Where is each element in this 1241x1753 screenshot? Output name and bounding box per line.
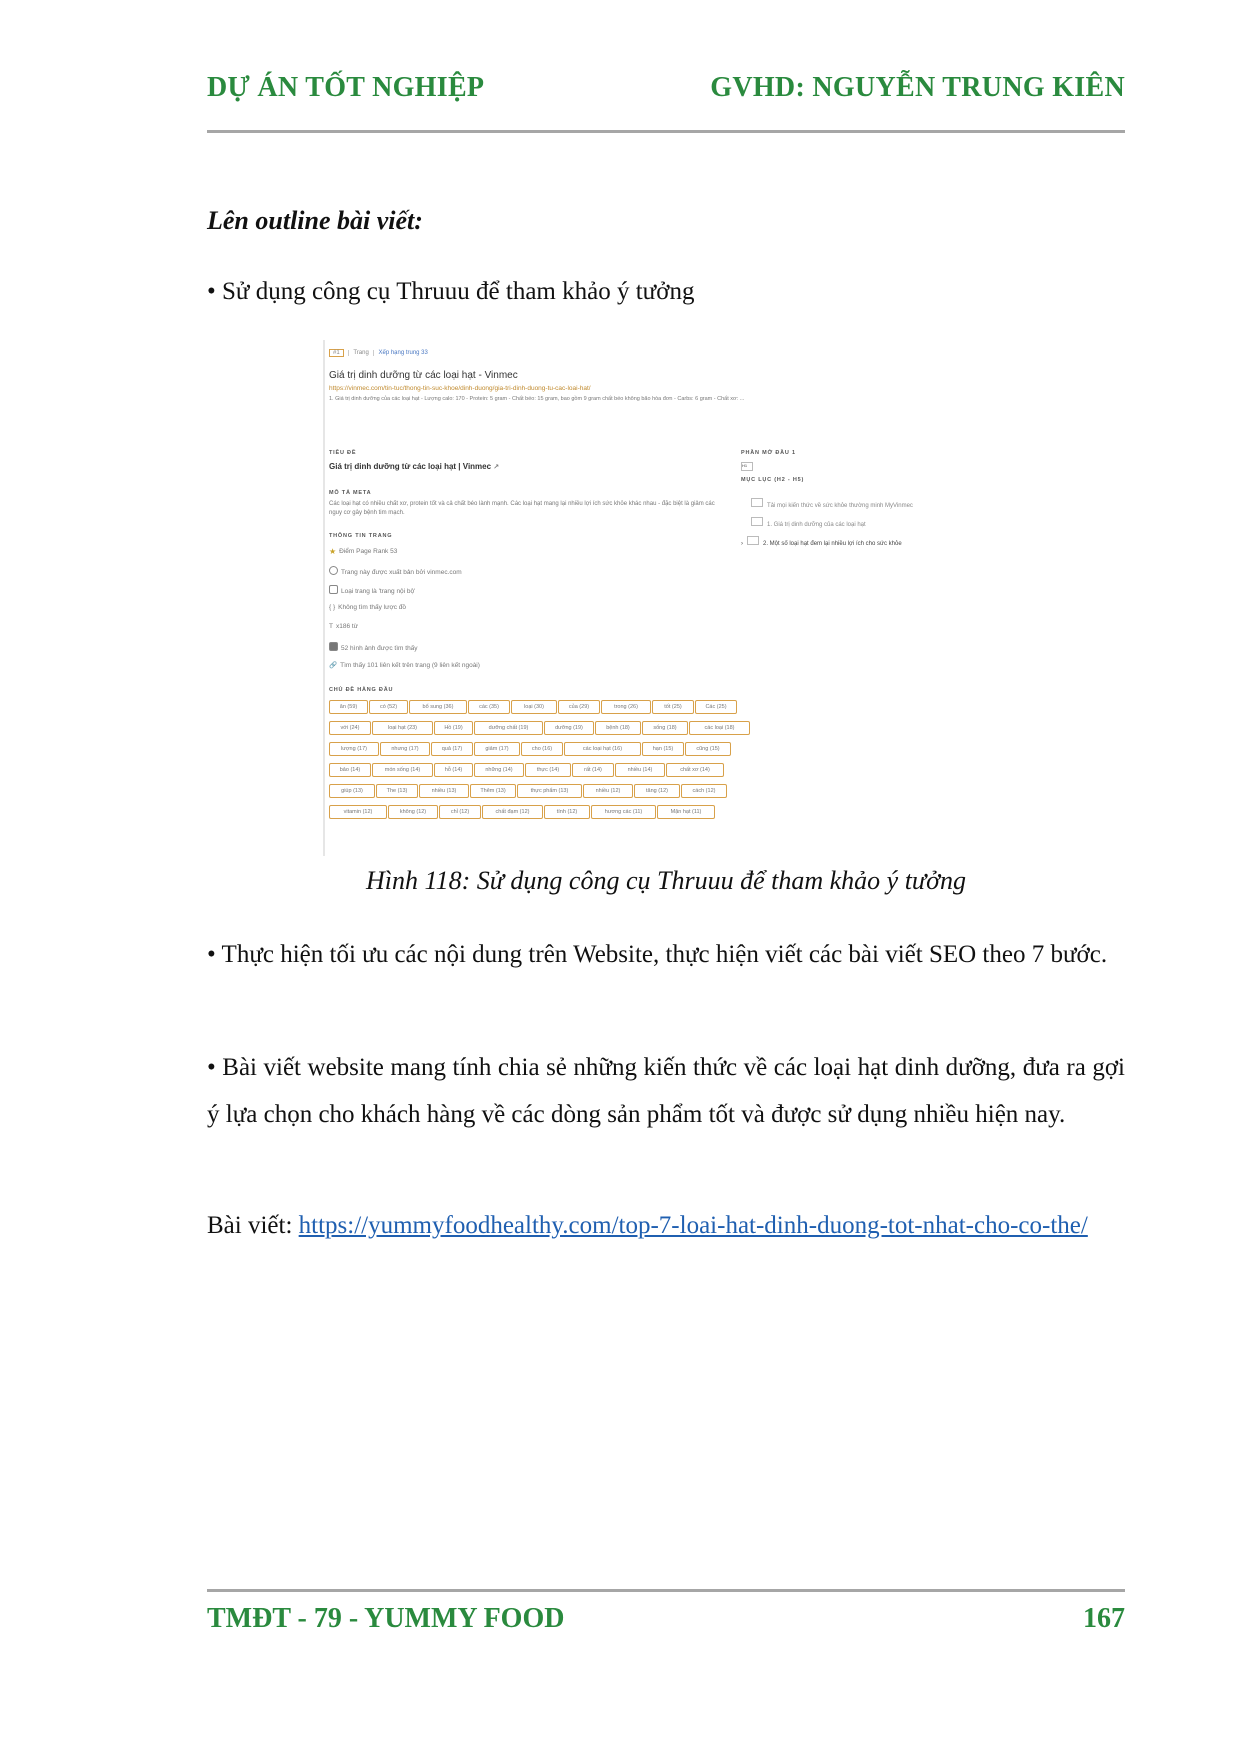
topic-chip[interactable]: không (12)	[388, 805, 438, 819]
topic-chip[interactable]: cách (12)	[681, 784, 727, 798]
thruuu-screenshot	[323, 340, 913, 856]
info-words-text: x186 từ	[335, 623, 359, 630]
topic-chip[interactable]: những (14)	[474, 763, 524, 777]
title-value-text: Giá trị dinh dưỡng từ các loại hạt | Vinmec	[329, 462, 492, 471]
meta-value: Các loại hạt có nhiều chất xơ, protein tốt và cả chất béo lành mạnh. Các loại hạt mang lại nhiều lợi ích sức khỏe khác nhau - đặc biệt là giảm các nguy cơ gây bệnh tim mạch.	[329, 501, 715, 516]
article-reference	[207, 1202, 1125, 1249]
chevron-right-icon: ›	[741, 541, 743, 547]
topic-chip[interactable]: vitamin (12)	[329, 805, 387, 819]
image-icon	[329, 642, 338, 651]
topic-chip[interactable]: Các (25)	[695, 700, 737, 714]
result-url: https://vinmec.com/tin-tuc/thong-tin-suc-khoe/dinh-duong/gia-tri-dinh-duong-tu-cac-loai-hat/	[329, 385, 591, 392]
info-page-type-text: Loại trang là 'trang nội bộ'	[341, 588, 416, 595]
topic-chip[interactable]: bảo (14)	[329, 763, 371, 777]
footer-project: TMĐT - 79 - YUMMY FOOD	[207, 1603, 565, 1634]
topic-chip[interactable]: rất (14)	[572, 763, 614, 777]
topic-chip[interactable]: nhiều (13)	[419, 784, 469, 798]
outline-h1-box	[741, 462, 753, 471]
result-snippet: 1. Giá trị dinh dưỡng của các loại hạt - Lượng calo: 170 - Protein: 5 gram - Chất béo: 15 gram, bao gồm 9 gram chất béo không bão hòa đơn - Carbs: 6 gram - Chất xơ: ...	[329, 396, 745, 402]
tab-ranking: Xếp hạng trung 33	[378, 350, 428, 356]
header-advisor: GVHD: NGUYỄN TRUNG KIÊN	[710, 72, 1125, 103]
link-icon: 🔗	[329, 662, 338, 669]
topic-chip[interactable]: có (52)	[369, 700, 408, 714]
info-links	[329, 661, 480, 669]
title-label: TIÊU ĐỀ	[329, 450, 357, 456]
topic-chip[interactable]: Mặn hạt (11)	[657, 805, 715, 819]
topic-chip[interactable]: tốt (25)	[652, 700, 694, 714]
bullet-article-purpose: • Bài viết website mang tính chia sẻ những kiến thức về các loại hạt dinh dưỡng, đưa ra gợi ý lựa chọn cho khách hàng về các dòng sản phẩm tốt và được sử dụng nhiều hiện nay.	[207, 1054, 1125, 1128]
topic-chip[interactable]: các loại hạt (16)	[564, 742, 641, 756]
article-label: Bài viết:	[207, 1212, 299, 1239]
page-header	[207, 72, 1125, 112]
topic-chip[interactable]: thực phẩm (13)	[517, 784, 582, 798]
topic-chip[interactable]: các (35)	[468, 700, 510, 714]
topic-chip[interactable]: cho (16)	[521, 742, 563, 756]
topic-chip[interactable]: giảm (17)	[474, 742, 520, 756]
outline-label: PHẦN MỞ ĐẦU 1	[741, 450, 796, 456]
star-icon: ★	[329, 547, 337, 556]
topic-chip[interactable]: ăn (59)	[329, 700, 368, 714]
topic-chip[interactable]: nhiều (12)	[583, 784, 633, 798]
outline-item-2-text: 1. Giá trị dinh dưỡng của các loại hạt	[767, 522, 866, 528]
tab-rank: #1	[329, 349, 344, 357]
screenshot-edge	[323, 340, 325, 856]
meta-label: MÔ TẢ META	[329, 490, 372, 496]
topic-chip[interactable]: chất xơ (14)	[666, 763, 724, 777]
outline-item-2	[751, 517, 866, 528]
globe-icon	[329, 566, 338, 575]
topic-chip[interactable]: loại hạt (23)	[372, 721, 433, 735]
outline-item-1-text: Tải mọi kiến thức về sức khỏe thường minh MyVinmec	[767, 503, 913, 509]
topic-chip[interactable]: của (29)	[558, 700, 600, 714]
topic-chip[interactable]: món sống (14)	[372, 763, 433, 777]
topic-chip[interactable]: loại (30)	[511, 700, 557, 714]
topic-chip[interactable]: thực (14)	[525, 763, 571, 777]
bullet-seo-steps: • Thực hiện tối ưu các nội dung trên Website, thực hiện viết các bài viết SEO theo 7 bước.	[207, 941, 1108, 968]
info-publisher	[329, 566, 462, 576]
page-number: 167	[1083, 1603, 1125, 1634]
header-project-title: DỰ ÁN TỐT NGHIỆP	[207, 72, 485, 103]
topic-chip[interactable]: The (13)	[376, 784, 418, 798]
info-links-text: Tìm thấy 101 liên kết trên trang (9 liên kết ngoài)	[340, 662, 480, 669]
topic-chip[interactable]: dưỡng chất (19)	[474, 721, 543, 735]
topic-chip[interactable]: tính (12)	[544, 805, 590, 819]
outline-item-1	[751, 498, 913, 509]
topic-chip[interactable]: nhưng (17)	[380, 742, 430, 756]
tab-page: Trang	[348, 350, 373, 356]
info-words	[329, 623, 358, 630]
topic-chip[interactable]: bệnh (18)	[595, 721, 641, 735]
topic-chip[interactable]: các loại (18)	[689, 721, 750, 735]
topic-chip[interactable]: Hồ (19)	[434, 721, 473, 735]
header-rule	[207, 130, 1125, 133]
bullet-thruuu: • Sử dụng công cụ Thruuu để tham khảo ý tưởng	[207, 278, 695, 305]
title-value	[329, 462, 499, 471]
topic-chip[interactable]: trong (26)	[601, 700, 651, 714]
info-label: THÔNG TIN TRANG	[329, 533, 393, 539]
page-icon	[329, 585, 338, 594]
topic-chip[interactable]: cũng (15)	[685, 742, 731, 756]
topic-chip[interactable]: giúp (13)	[329, 784, 375, 798]
topic-chip[interactable]: hỗ (14)	[434, 763, 473, 777]
page-footer	[207, 1591, 1125, 1634]
topic-chip[interactable]: với (24)	[329, 721, 371, 735]
info-schema-text: Không tìm thấy lược đồ	[338, 604, 407, 611]
topic-chip[interactable]: chỉ (12)	[439, 805, 481, 819]
topic-chip[interactable]: tăng (12)	[634, 784, 680, 798]
topic-chip[interactable]: hương các (11)	[591, 805, 656, 819]
info-pagerank	[329, 547, 397, 556]
info-publisher-text: Trang này được xuất bản bởi vinmec.com	[341, 569, 462, 576]
topic-chip[interactable]: dưỡng (19)	[544, 721, 594, 735]
result-title: Giá trị dinh dưỡng từ các loại hạt - Vinmec	[329, 370, 518, 381]
topics-label: CHỦ ĐỀ HÀNG ĐẦU	[329, 687, 394, 693]
outline-sub-label: MỤC LỤC (H2 - H5)	[741, 477, 805, 483]
topic-chip[interactable]: bổ sung (36)	[409, 700, 467, 714]
result-tabs	[329, 350, 428, 356]
topic-chip[interactable]: nhiều (14)	[615, 763, 665, 777]
info-images	[329, 642, 418, 652]
section-title: Lên outline bài viết:	[207, 206, 423, 235]
braces-icon: { }	[329, 604, 336, 611]
info-schema	[329, 604, 406, 611]
topic-chip[interactable]: Thêm (13)	[470, 784, 516, 798]
info-images-text: 52 hình ảnh được tìm thấy	[341, 645, 418, 652]
article-link[interactable]: https://yummyfoodhealthy.com/top-7-loai-hat-dinh-duong-tot-nhat-cho-co-the/	[298, 1212, 1088, 1239]
outline-h1-text: H1	[742, 463, 748, 468]
outline-item-3	[741, 536, 902, 547]
external-link-icon: ↗	[493, 464, 500, 471]
outline-item-3-text: 2. Một số loại hạt đem lại nhiều lợi ích cho sức khỏe	[763, 541, 902, 547]
info-pagerank-text: Điểm Page Rank 53	[339, 548, 398, 555]
figure-caption: Hình 118: Sử dụng công cụ Thruuu để tham khảo ý tưởng	[366, 866, 966, 895]
topic-chip[interactable]: hạn (15)	[642, 742, 684, 756]
topic-chip[interactable]: lượng (17)	[329, 742, 379, 756]
topic-chip[interactable]: quả (17)	[431, 742, 473, 756]
text-icon: T	[329, 623, 333, 630]
topic-chip[interactable]: chất đạm (12)	[482, 805, 543, 819]
info-page-type	[329, 585, 415, 595]
topic-chip[interactable]: sống (18)	[642, 721, 688, 735]
